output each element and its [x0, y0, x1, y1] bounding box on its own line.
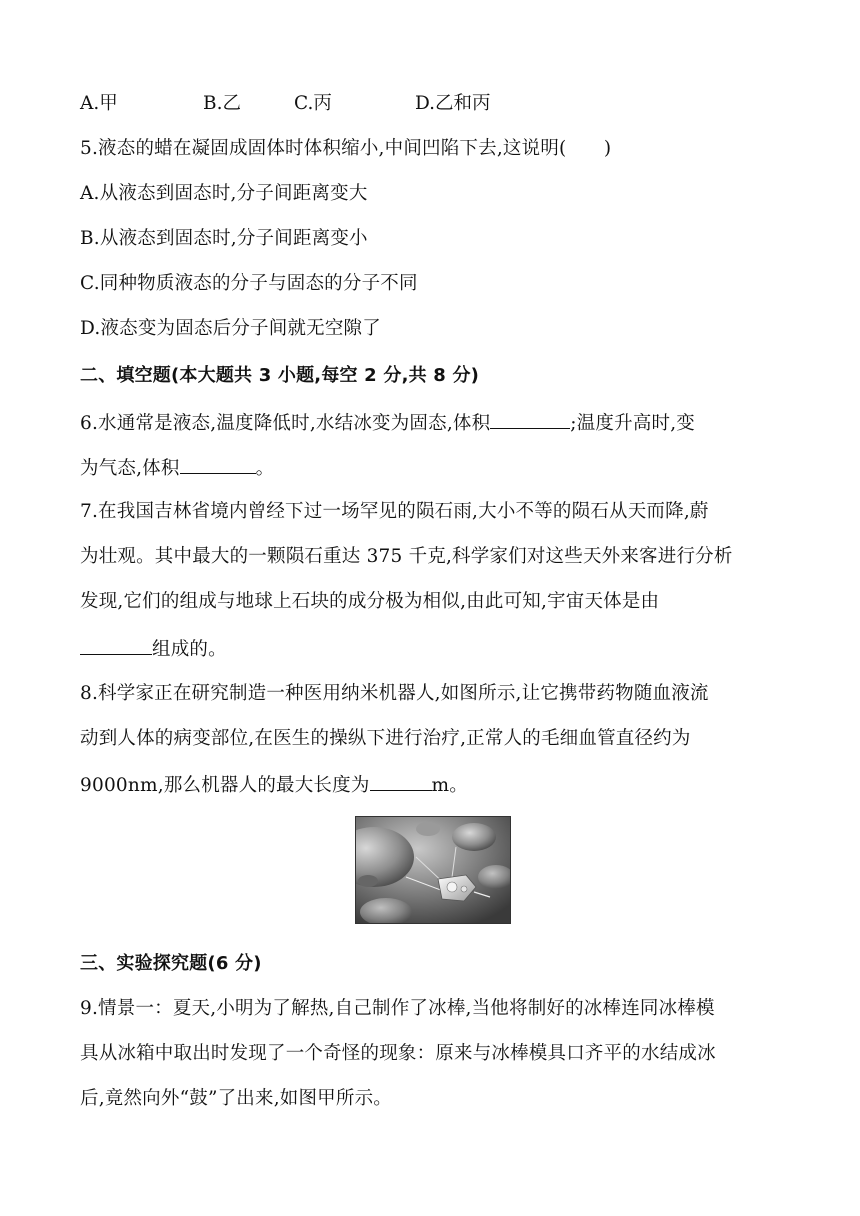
q4-option-c: C.丙: [294, 93, 332, 114]
q7-line-1: 7.在我国吉林省境内曾经下过一场罕见的陨石雨,大小不等的陨石从天而降,蔚: [80, 501, 709, 522]
q8-line-1: 8.科学家正在研究制造一种医用纳米机器人,如图所示,让它携带药物随血液流: [80, 683, 709, 704]
q8-text-2: m。: [431, 775, 468, 796]
q6-blank-2: [180, 455, 256, 474]
q6-text-1: 6.水通常是液态,温度降低时,水结冰变为固态,体积: [80, 413, 491, 434]
q9-line-1: 9.情景一：夏天,小明为了解热,自己制作了冰棒,当他将制好的冰棒连同冰棒模: [80, 998, 715, 1019]
q5-option-d: D.液态变为固态后分子间就无空隙了: [80, 318, 381, 339]
q8-blank: [370, 772, 432, 791]
q6-line-2: [80, 455, 274, 481]
q4-option-d: D.乙和丙: [415, 93, 491, 114]
q4-option-b: B.乙: [203, 93, 241, 114]
section-2-heading: 二、填空题(本大题共 3 小题,每空 2 分,共 8 分): [80, 365, 480, 386]
q6-text-4: 。: [255, 458, 275, 479]
nanorobot-figure: [355, 816, 511, 924]
q7-line-2: 为壮观。其中最大的一颗陨石重达 375 千克,科学家们对这些天外来客进行分析: [80, 546, 733, 567]
q6-line-1: [80, 410, 695, 436]
q5-option-b: B.从液态到固态时,分子间距离变小: [80, 228, 368, 249]
nanorobot-illustration: [356, 817, 510, 923]
q9-line-3: 后,竟然向外“鼓”了出来,如图甲所示。: [80, 1088, 392, 1109]
q6-blank-1: [490, 410, 570, 429]
q4-option-a: A.甲: [80, 93, 118, 114]
section-3-heading: 三、实验探究题(6 分): [80, 953, 262, 974]
q5-stem: 5.液态的蜡在凝固成固体时体积缩小,中间凹陷下去,这说明( ): [80, 138, 612, 159]
q6-text-2: ;温度升高时,变: [570, 413, 696, 434]
q5-option-c: C.同种物质液态的分子与固态的分子不同: [80, 273, 418, 294]
q8-text-1: 9000nm,那么机器人的最大长度为: [80, 775, 370, 796]
q7-text-end: 组成的。: [152, 639, 227, 660]
q8-line-2: 动到人体的病变部位,在医生的操纵下进行治疗,正常人的毛细血管直径约为: [80, 728, 691, 749]
q7-line-4: [80, 636, 227, 662]
q8-line-3: [80, 772, 468, 798]
q9-line-2: 具从冰箱中取出时发现了一个奇怪的现象：原来与冰棒模具口齐平的水结成冰: [80, 1043, 716, 1064]
q7-blank: [80, 636, 152, 655]
q7-line-3: 发现,它们的组成与地球上石块的成分极为相似,由此可知,宇宙天体是由: [80, 591, 660, 612]
q5-option-a: A.从液态到固态时,分子间距离变大: [80, 183, 368, 204]
q6-text-3: 为气态,体积: [80, 458, 180, 479]
